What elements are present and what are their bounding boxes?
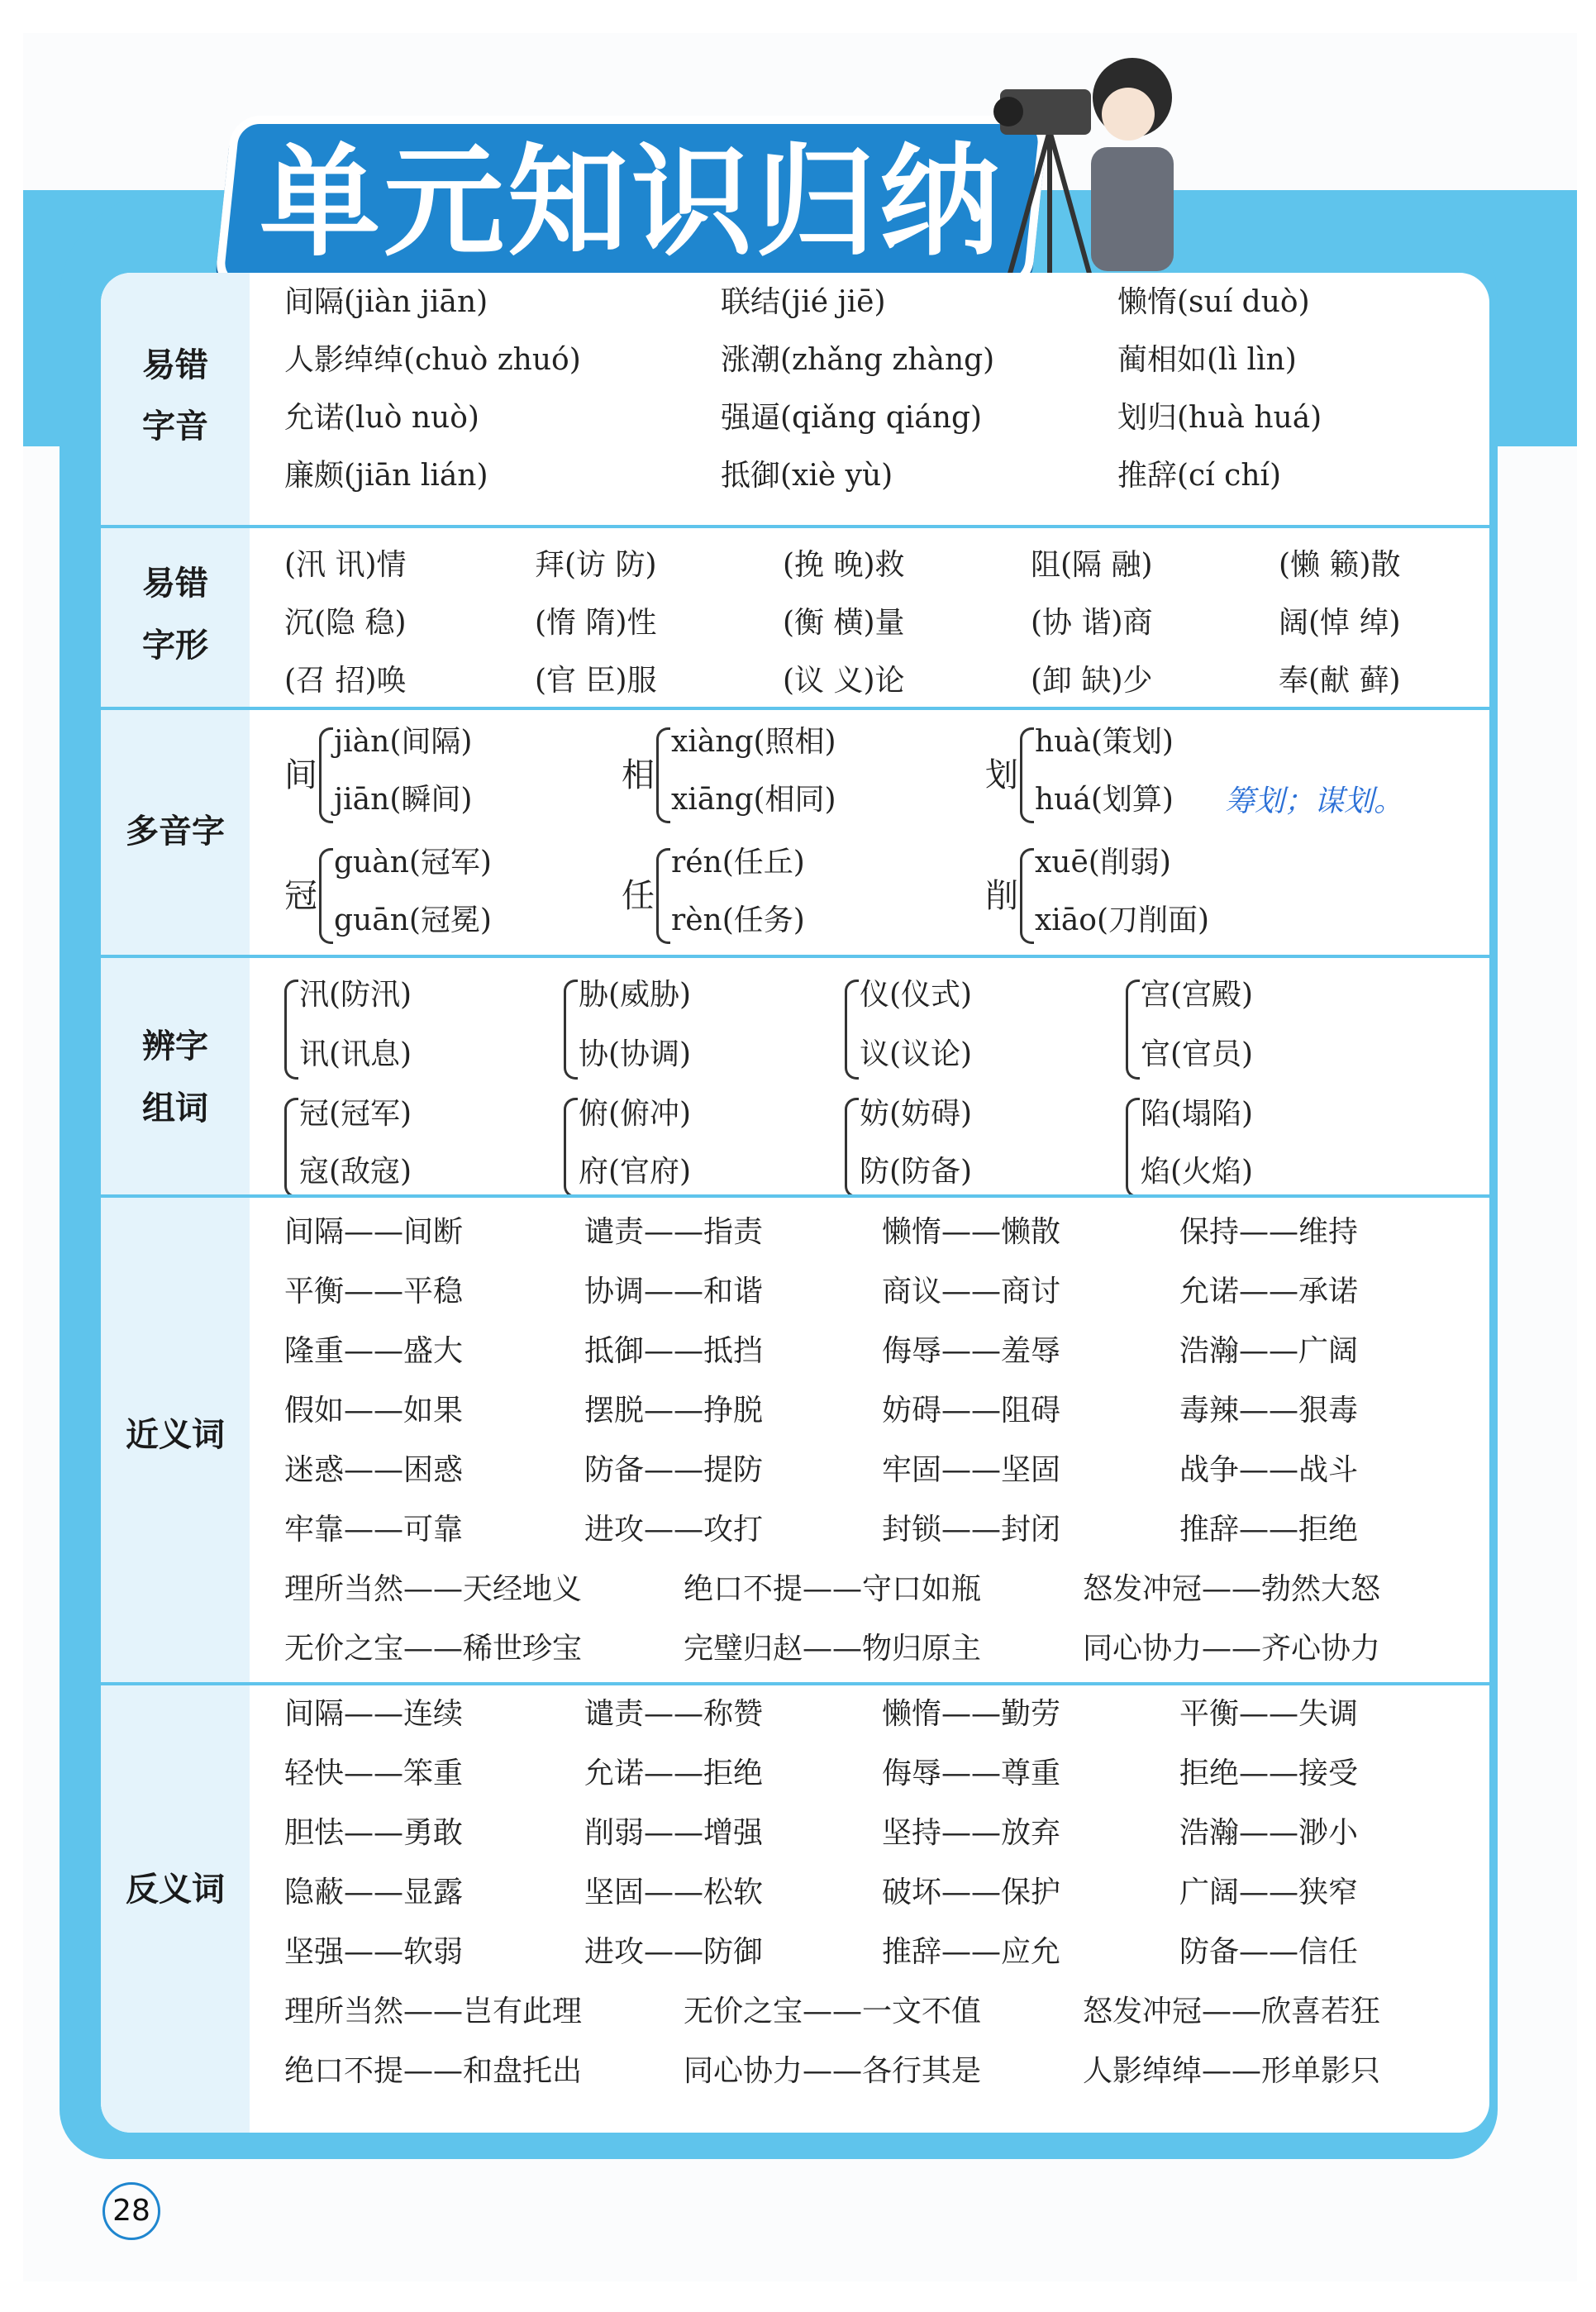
synonym-idiom-pair: 理所当然——天经地义	[284, 1572, 583, 1606]
polyphone-reading: rén(任丘)	[671, 846, 805, 880]
antonym-idiom-pair: 人影绰绰——形单影只	[1083, 2054, 1381, 2088]
synonym-pair: 假如——如果	[284, 1394, 464, 1428]
polyphone-reading: xiāo(刀削面)	[1035, 903, 1210, 937]
synonym-idiom-pair: 绝口不提——守口如瓶	[684, 1572, 982, 1606]
polyphone-reading: jiàn(间隔)	[334, 725, 473, 759]
polyphone-reading: xuē(削弱)	[1035, 846, 1171, 880]
synonym-pair: 平衡——平稳	[284, 1275, 464, 1309]
word-group-item: 官(官员)	[1141, 1037, 1254, 1071]
glyph-cell: (懒 籁)散	[1279, 548, 1401, 582]
glyph-cell: 沉(隐 稳)	[284, 606, 407, 640]
polyphone-reading: huá(划算)	[1035, 783, 1174, 817]
section-label-distinguish-1: 辨字	[142, 1027, 208, 1065]
synonym-pair: 进攻——攻打	[584, 1513, 764, 1547]
brace	[284, 1098, 298, 1198]
synonym-pair: 防备——提防	[584, 1453, 764, 1487]
glyph-cell: (挽 晚)救	[783, 548, 905, 582]
pron-cell: 蔺相如(lì lìn)	[1117, 343, 1297, 377]
glyph-cell: 奉(献 藓)	[1279, 664, 1401, 698]
pron-cell: 涨潮(zhǎng zhàng)	[721, 343, 995, 377]
pron-cell: 允诺(luò nuò)	[284, 401, 479, 435]
brace	[1020, 848, 1034, 944]
section-divider	[101, 1194, 1489, 1198]
brace	[845, 980, 859, 1080]
brace	[845, 1098, 859, 1198]
synonym-pair: 懒惰——懒散	[882, 1215, 1061, 1249]
synonym-pair: 迷惑——困惑	[284, 1453, 464, 1487]
antonym-pair: 推辞——应允	[882, 1935, 1061, 1969]
antonym-pair: 谴责——称赞	[584, 1697, 764, 1731]
glyph-cell: (惰 隋)性	[535, 606, 657, 640]
word-group-item: 俯(俯冲)	[579, 1097, 692, 1131]
word-group-item: 汛(防汛)	[299, 978, 412, 1012]
brace	[319, 848, 333, 944]
antonym-pair: 侮辱——尊重	[882, 1757, 1061, 1790]
antonym-pair: 拒绝——接受	[1179, 1757, 1359, 1790]
polyphone-reading: rèn(任务)	[671, 903, 805, 937]
glyph-cell: (汛 讯)情	[284, 548, 407, 582]
antonym-pair: 浩瀚——渺小	[1179, 1816, 1359, 1850]
glyph-cell: 阻(隔 融)	[1031, 548, 1153, 582]
synonym-pair: 间隔——间断	[284, 1215, 464, 1249]
word-group-item: 陷(塌陷)	[1141, 1097, 1254, 1131]
pron-cell: 间隔(jiàn jiān)	[284, 285, 488, 319]
word-group-item: 议(议论)	[860, 1037, 973, 1071]
girl-with-camera-illustration	[992, 31, 1190, 288]
brace	[656, 727, 670, 823]
polyphone-reading: jiān(瞬间)	[334, 783, 473, 817]
synonym-pair: 牢靠——可靠	[284, 1513, 464, 1547]
glyph-cell: (衡 横)量	[783, 606, 905, 640]
synonym-pair: 毒辣——狠毒	[1179, 1394, 1359, 1428]
word-group-item: 仪(仪式)	[860, 978, 973, 1012]
pron-cell: 推辞(cí chí)	[1117, 459, 1282, 493]
section-label-antonyms: 反义词	[126, 1871, 225, 1909]
polyphone-char: 间	[284, 756, 317, 794]
antonym-pair: 防备——信任	[1179, 1935, 1359, 1969]
synonym-pair: 妨碍——阻碍	[882, 1394, 1061, 1428]
brace	[1126, 980, 1140, 1080]
antonym-pair: 坚固——松软	[584, 1876, 764, 1909]
word-group-item: 焰(火焰)	[1141, 1155, 1254, 1189]
synonym-pair: 浩瀚——广阔	[1179, 1334, 1359, 1368]
antonym-pair: 削弱——增强	[584, 1816, 764, 1850]
antonym-pair: 破坏——保护	[882, 1876, 1061, 1909]
polyphone-reading: guān(冠冕)	[334, 903, 492, 937]
antonym-idiom-pair: 无价之宝——一文不值	[684, 1995, 982, 2028]
brace	[1020, 727, 1034, 823]
section-divider	[101, 955, 1489, 958]
synonym-idiom-pair: 怒发冲冠——勃然大怒	[1083, 1572, 1381, 1606]
antonym-pair: 间隔——连续	[284, 1697, 464, 1731]
synonym-idiom-pair: 完璧归赵——物归原主	[684, 1632, 982, 1666]
synonym-pair: 摆脱——挣脱	[584, 1394, 764, 1428]
word-group-item: 协(协调)	[579, 1037, 692, 1071]
section-label-glyph-2: 字形	[142, 627, 208, 665]
glyph-cell: (召 招)唤	[284, 664, 407, 698]
synonym-pair: 隆重——盛大	[284, 1334, 464, 1368]
section-label-synonyms: 近义词	[126, 1416, 225, 1454]
word-group-item: 讯(讯息)	[299, 1037, 412, 1071]
synonym-pair: 侮辱——羞辱	[882, 1334, 1061, 1368]
word-group-item: 寇(敌寇)	[299, 1155, 412, 1189]
polyphone-reading: xiàng(照相)	[671, 725, 836, 759]
synonym-pair: 协调——和谐	[584, 1275, 764, 1309]
label-column	[101, 273, 250, 2133]
pron-cell: 人影绰绰(chuò zhuó)	[284, 343, 581, 377]
synonym-pair: 保持——维持	[1179, 1215, 1359, 1249]
synonym-pair: 允诺——承诺	[1179, 1275, 1359, 1309]
brace	[319, 727, 333, 823]
handwritten-note: 筹划；谋划。	[1225, 784, 1404, 818]
antonym-pair: 胆怯——勇敢	[284, 1816, 464, 1850]
brace	[656, 848, 670, 944]
brace	[564, 1098, 578, 1198]
brace	[564, 980, 578, 1080]
polyphone-reading: xiāng(相同)	[671, 783, 836, 817]
pron-cell: 廉颇(jiān lián)	[284, 459, 488, 493]
pron-cell: 强逼(qiǎng qiáng)	[721, 401, 983, 435]
word-group-item: 府(官府)	[579, 1155, 692, 1189]
synonym-pair: 推辞——拒绝	[1179, 1513, 1359, 1547]
pron-cell: 划归(huà huá)	[1117, 401, 1322, 435]
word-group-item: 宫(宫殿)	[1141, 978, 1254, 1012]
synonym-pair: 牢固——坚固	[882, 1453, 1061, 1487]
brace	[1126, 1098, 1140, 1198]
knowledge-panel	[101, 273, 1489, 2133]
polyphone-char: 相	[622, 756, 655, 794]
synonym-pair: 抵御——抵挡	[584, 1334, 764, 1368]
synonym-idiom-pair: 同心协力——齐心协力	[1083, 1632, 1381, 1666]
pron-cell: 联结(jié jiē)	[721, 285, 886, 319]
glyph-cell: (议 义)论	[783, 664, 905, 698]
polyphone-char: 冠	[284, 877, 317, 915]
synonym-pair: 谴责——指责	[584, 1215, 764, 1249]
polyphone-char: 削	[985, 877, 1018, 915]
synonym-pair: 封锁——封闭	[882, 1513, 1061, 1547]
glyph-cell: 阔(悼 绰)	[1279, 606, 1401, 640]
glyph-cell: (协 谐)商	[1031, 606, 1153, 640]
brace	[284, 980, 298, 1080]
antonym-idiom-pair: 理所当然——岂有此理	[284, 1995, 583, 2028]
word-group-item: 防(防备)	[860, 1155, 973, 1189]
antonym-pair: 平衡——失调	[1179, 1697, 1359, 1731]
antonym-pair: 坚强——软弱	[284, 1935, 464, 1969]
antonym-pair: 广阔——狭窄	[1179, 1876, 1359, 1909]
section-divider	[101, 525, 1489, 528]
antonym-pair: 隐蔽——显露	[284, 1876, 464, 1909]
page-number: 28	[102, 2182, 160, 2240]
antonym-pair: 懒惰——勤劳	[882, 1697, 1061, 1731]
section-label-glyph-1: 易错	[142, 565, 208, 603]
word-group-item: 冠(冠军)	[299, 1097, 412, 1131]
word-group-item: 妨(妨碍)	[860, 1097, 973, 1131]
antonym-pair: 坚持——放弃	[882, 1816, 1061, 1850]
antonym-idiom-pair: 怒发冲冠——欣喜若狂	[1083, 1995, 1381, 2028]
section-label-polyphone: 多音字	[126, 813, 225, 851]
glyph-cell: (卸 缺)少	[1031, 664, 1153, 698]
synonym-pair: 战争——战斗	[1179, 1453, 1359, 1487]
section-label-pronunciation-1: 易错	[142, 346, 208, 384]
antonym-idiom-pair: 同心协力——各行其是	[684, 2054, 982, 2088]
glyph-cell: 拜(访 防)	[535, 548, 657, 582]
synonym-idiom-pair: 无价之宝——稀世珍宝	[284, 1632, 583, 1666]
antonym-pair: 轻快——笨重	[284, 1757, 464, 1790]
section-label-pronunciation-2: 字音	[142, 408, 208, 446]
page-title: 单元知识归纳	[214, 116, 1049, 289]
polyphone-reading: huà(策划)	[1035, 725, 1174, 759]
section-label-distinguish-2: 组词	[142, 1089, 208, 1127]
pron-cell: 懒惰(suí duò)	[1117, 285, 1310, 319]
polyphone-char: 任	[622, 877, 655, 915]
polyphone-reading: guàn(冠军)	[334, 846, 492, 880]
glyph-cell: (官 臣)服	[535, 664, 657, 698]
antonym-pair: 进攻——防御	[584, 1935, 764, 1969]
section-divider	[101, 707, 1489, 710]
antonym-pair: 允诺——拒绝	[584, 1757, 764, 1790]
word-group-item: 胁(威胁)	[579, 978, 692, 1012]
synonym-pair: 商议——商讨	[882, 1275, 1061, 1309]
polyphone-char: 划	[985, 756, 1018, 794]
antonym-idiom-pair: 绝口不提——和盘托出	[284, 2054, 583, 2088]
pron-cell: 抵御(xiè yù)	[721, 459, 893, 493]
